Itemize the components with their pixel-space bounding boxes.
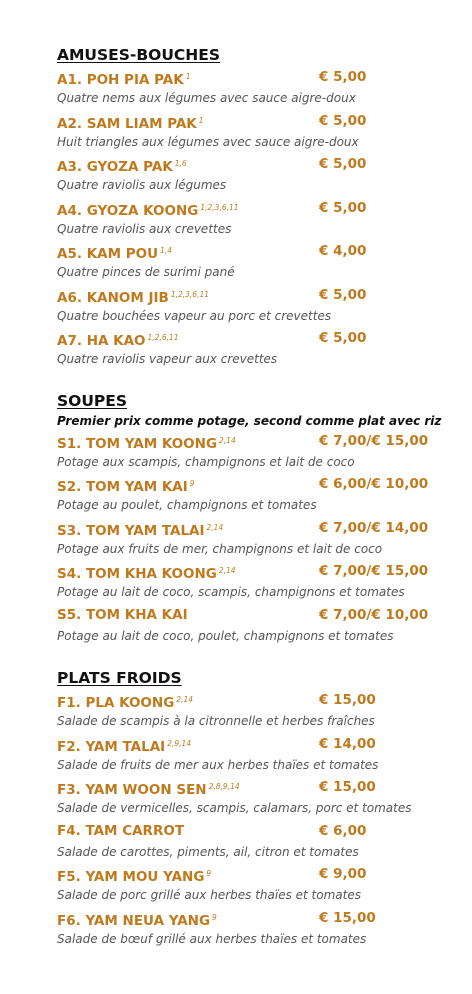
menu-item-heading — [57, 776, 465, 798]
item-price: € 7,00/€ 14,00 — [319, 519, 429, 536]
item-allergens: 1,2,6,11 — [147, 333, 179, 342]
menu-item — [57, 240, 465, 284]
item-description: Salade de carottes, piments, ail, citron et tomates — [57, 844, 359, 859]
item-allergens: 2,14 — [176, 695, 193, 704]
item-allergens: 2,8,9,14 — [208, 782, 240, 791]
item-allergens: 1,6 — [174, 159, 187, 168]
menu-item — [57, 197, 465, 241]
menu-item-heading — [57, 907, 465, 929]
item-code: F1. — [57, 695, 81, 711]
item-description: Potage au poulet, champignons et tomates — [57, 498, 317, 512]
item-code: S5. — [57, 606, 82, 623]
item-code: A1. — [57, 72, 82, 88]
item-allergens: 2,14 — [219, 435, 236, 445]
item-price: € 4,00 — [319, 243, 367, 259]
menu-item-heading — [57, 153, 465, 175]
item-price: € 6,00 — [319, 822, 367, 839]
menu-item — [57, 689, 465, 733]
section-title: SOUPES — [57, 391, 128, 410]
menu-item — [57, 430, 465, 474]
item-price: € 14,00 — [319, 735, 376, 752]
item-name: TOM YAM KOONG — [85, 435, 218, 452]
item-code: A2. — [57, 115, 82, 132]
item-name: YAM TALAI — [85, 738, 166, 755]
menu-item-heading — [57, 604, 465, 626]
section-title: PLATS FROIDS — [57, 669, 182, 687]
menu-item-heading — [57, 820, 465, 842]
item-allergens: 2,9,14 — [167, 738, 192, 748]
item-description: Salade de scampis à la citronnelle et herbes fraîches — [57, 714, 375, 728]
item-description: Potage aux scampis, champignons et lait de coco — [57, 454, 355, 469]
item-name: GYOZA KOONG — [86, 202, 199, 219]
item-name: YAM MOU YANG — [85, 869, 205, 885]
item-name: PLA KOONG — [85, 695, 175, 711]
item-name: GYOZA PAK — [86, 159, 173, 175]
item-description: Salade de bœuf grillé aux herbes thaïes et tomates — [57, 931, 367, 946]
menu-section — [57, 44, 465, 371]
item-allergens: 9 — [189, 479, 195, 488]
menu-item — [57, 284, 465, 328]
item-price: € 7,00/€ 15,00 — [319, 563, 429, 579]
item-price: € 15,00 — [319, 779, 376, 795]
item-code: A5. — [57, 246, 82, 262]
item-price: € 15,00 — [319, 692, 376, 708]
menu-item — [57, 110, 465, 154]
item-price: € 5,00 — [319, 330, 367, 346]
menu-section — [57, 390, 465, 648]
menu-item-heading — [57, 517, 465, 539]
menu-item-heading — [57, 240, 465, 262]
item-name: YAM WOON SEN — [85, 782, 207, 798]
item-allergens: 9 — [206, 869, 212, 878]
item-code: S3. — [57, 522, 82, 539]
menu-item-heading — [57, 327, 465, 349]
item-price: € 6,00/€ 10,00 — [319, 476, 429, 492]
section-subtitle: Premier prix comme potage, second comme plat avec riz — [57, 413, 442, 428]
item-name: TOM YAM KAI — [85, 479, 188, 495]
menu-item-heading — [57, 284, 465, 306]
item-price: € 5,00 — [319, 112, 367, 129]
menu-item — [57, 820, 465, 864]
item-description: Quatre pinces de surimi pané — [57, 265, 235, 279]
item-allergens: 1 — [198, 115, 204, 125]
item-price: € 5,00 — [319, 199, 367, 216]
item-price: € 5,00 — [319, 286, 367, 303]
item-description: Salade de porc grillé aux herbes thaïes et tomates — [57, 888, 361, 902]
item-allergens: 2,14 — [218, 566, 236, 575]
menu-item-heading — [57, 66, 465, 88]
item-description: Potage au lait de coco, poulet, champignons et tomates — [57, 628, 394, 643]
item-description: Salade de fruits de mer aux herbes thaïes et tomates — [57, 757, 379, 772]
item-price: € 5,00 — [319, 156, 367, 172]
item-description: Quatre raviolis vapeur aux crevettes — [57, 352, 278, 366]
item-code: F3. — [57, 782, 81, 798]
item-price: € 15,00 — [319, 909, 376, 926]
item-code: S1. — [57, 435, 82, 452]
item-name: YAM NEUA YANG — [85, 912, 211, 929]
menu-item — [57, 473, 465, 517]
item-description: Huit triangles aux légumes avec sauce aigre-doux — [57, 134, 359, 149]
item-name: KANOM JIB — [86, 289, 169, 306]
item-description: Quatre bouchées vapeur au porc et crevettes — [57, 308, 332, 323]
item-name: TOM KHA KOONG — [85, 566, 217, 582]
item-description: Potage aux fruits de mer, champignons et lait de coco — [57, 541, 383, 556]
menu-item — [57, 327, 465, 371]
item-allergens: 1,2,3,6,11 — [200, 202, 239, 212]
item-allergens: 1 — [185, 72, 191, 81]
item-name: TOM YAM TALAI — [85, 522, 205, 539]
item-allergens: 9 — [212, 912, 217, 922]
item-name: SAM LIAM PAK — [86, 115, 197, 132]
item-code: F2. — [57, 738, 81, 755]
item-code: A4. — [57, 202, 82, 219]
item-price: € 5,00 — [319, 69, 367, 85]
item-name: TOM KHA KAI — [85, 606, 188, 623]
menu-item-heading — [57, 863, 465, 885]
item-allergens: 1,2,3,6,11 — [170, 289, 210, 299]
item-description: Quatre raviolis aux crevettes — [57, 221, 232, 236]
menu-page — [57, 44, 465, 950]
item-description: Salade de vermicelles, scampis, calamars, porc et tomates — [57, 801, 412, 815]
menu-item-heading — [57, 733, 465, 755]
item-name: POH PIA PAK — [86, 72, 184, 88]
item-allergens: 2,14 — [206, 522, 224, 532]
menu-section — [57, 667, 465, 950]
menu-item — [57, 153, 465, 197]
item-name: KAM POU — [86, 246, 159, 262]
item-code: S4. — [57, 566, 82, 582]
item-name: HA KAO — [86, 333, 146, 349]
item-price: € 9,00 — [319, 866, 367, 882]
item-code: A3. — [57, 159, 82, 175]
item-description: Quatre raviolis aux légumes — [57, 178, 227, 192]
item-code: S2. — [57, 479, 82, 495]
menu-item — [57, 907, 465, 951]
item-name: TAM CARROT — [85, 822, 185, 839]
menu-item-heading — [57, 560, 465, 582]
item-code: F5. — [57, 869, 81, 885]
section-title: AMUSES-BOUCHES — [57, 46, 221, 64]
item-code: F6. — [57, 912, 81, 929]
menu-item — [57, 604, 465, 648]
item-code: F4. — [57, 822, 81, 839]
item-price: € 7,00/€ 10,00 — [319, 606, 429, 623]
menu-item-heading — [57, 110, 465, 132]
menu-item — [57, 560, 465, 604]
item-price: € 7,00/€ 15,00 — [319, 432, 429, 449]
item-description: Potage au lait de coco, scampis, champignons et tomates — [57, 585, 405, 599]
menu-item — [57, 66, 465, 110]
section-spacer — [57, 371, 465, 390]
menu-item-heading — [57, 689, 465, 711]
menu-item-heading — [57, 430, 465, 452]
item-allergens: 1,4 — [160, 246, 173, 255]
section-spacer — [57, 647, 465, 667]
menu-item-heading — [57, 197, 465, 219]
item-description: Quatre nems aux légumes avec sauce aigre-doux — [57, 91, 356, 105]
menu-item — [57, 733, 465, 777]
menu-item — [57, 863, 465, 907]
item-code: A7. — [57, 333, 82, 349]
item-code: A6. — [57, 289, 82, 306]
menu-item — [57, 517, 465, 561]
menu-item-heading — [57, 473, 465, 495]
menu-item — [57, 776, 465, 820]
